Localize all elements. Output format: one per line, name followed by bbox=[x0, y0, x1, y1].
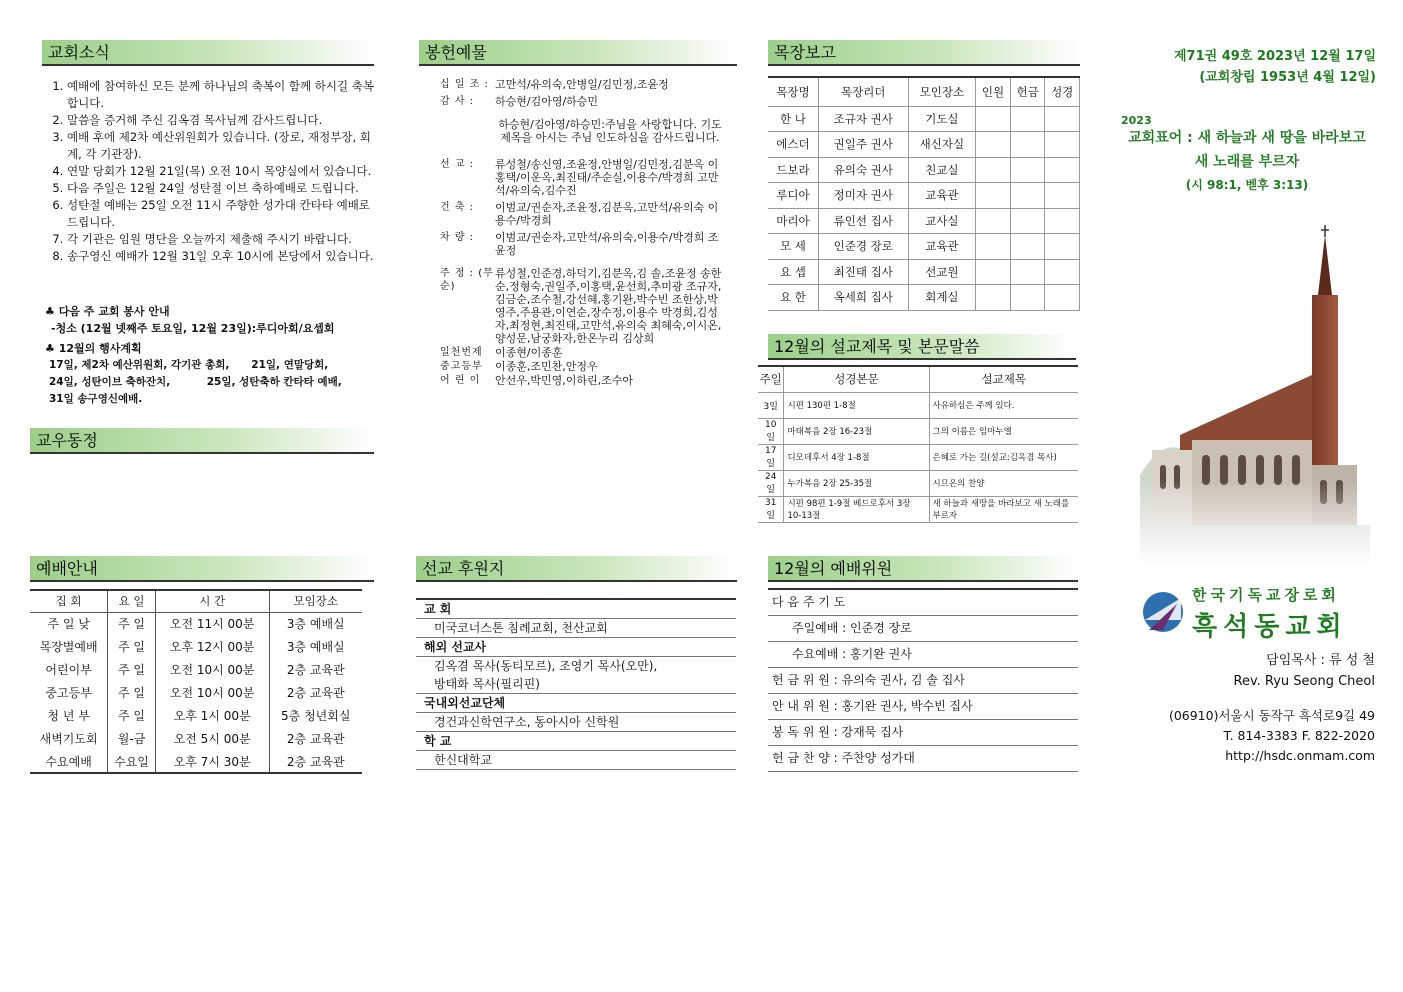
church-news-body bbox=[45, 78, 375, 408]
mission-section-title: 국내외선교단체 bbox=[416, 694, 736, 713]
worship-row bbox=[30, 750, 362, 773]
worship-cell: 중고등부 bbox=[30, 681, 108, 704]
sermon-table bbox=[758, 365, 1078, 523]
motto-block bbox=[1115, 114, 1379, 195]
address: (06910)서울시 동작구 흑석로9길 49 bbox=[1168, 708, 1375, 723]
mokjang-cell: 한 나 bbox=[768, 106, 818, 132]
church-news-header: 교회소식 bbox=[42, 40, 374, 66]
mission-item: 김옥겸 목사(동티모르), 조영기 목사(오만), bbox=[434, 659, 658, 673]
mission-section-title: 학 교 bbox=[416, 732, 736, 751]
member-news-header: 교우동정 bbox=[30, 428, 374, 454]
committee-row: 다 음 주 기 도 bbox=[768, 590, 1078, 616]
mokjang-cell: 권일주 권사 bbox=[818, 132, 908, 158]
worship-cell: 2층 교육관 bbox=[286, 663, 345, 677]
mokjang-cell bbox=[1010, 183, 1045, 209]
sermon-col-header: 성경본문 bbox=[784, 366, 929, 392]
mission-item: 한신대학교 bbox=[416, 751, 736, 770]
worship-row bbox=[30, 727, 362, 750]
worship-cell: 주 일 bbox=[108, 635, 156, 658]
sermon-row bbox=[758, 496, 1078, 522]
worship-row bbox=[30, 612, 362, 635]
worship-cell: 오전 10시 00분 bbox=[155, 658, 269, 681]
offering-row bbox=[440, 118, 725, 144]
sermon-cell: 시므온의 찬양 bbox=[932, 479, 985, 489]
events-lines bbox=[45, 357, 375, 408]
mokjang-cell bbox=[1045, 285, 1080, 311]
worship-cell: 어린이부 bbox=[30, 658, 108, 681]
mokjang-cell: 선교원 bbox=[908, 259, 976, 285]
sermon-row bbox=[758, 444, 1078, 470]
mokjang-cell: 모 세 bbox=[768, 234, 818, 260]
mokjang-cell: 요 셉 bbox=[768, 259, 818, 285]
mokjang-cell: 옥세희 집사 bbox=[818, 285, 908, 311]
mokjang-cell: 마리아 bbox=[768, 208, 818, 234]
mokjang-cell: 조규자 권사 bbox=[818, 106, 908, 132]
offering-names: 류성철,인준경,하덕기,김분옥,김 솔,조윤정 송한순,정형숙,권일주,이홍택,윤선희,추미광 조규자,김금순,조수철,강선혜,홍기완,박수빈 조한상,박영주,주용관,이연순,장수정,이용수 박경희,김성자,최정현,최진태,고만석,유의숙 최혜숙,이시온,양성문,남궁화자,한온누리 김상희 bbox=[495, 267, 722, 345]
worship-cell: 2층 교육관 bbox=[286, 686, 345, 700]
sermon-cell: 마태복음 2장 16-23절 bbox=[784, 418, 929, 444]
worship-cell: 주 일 bbox=[108, 612, 156, 635]
mokjang-cell: 정미자 권사 bbox=[818, 183, 908, 209]
mokjang-cell: 인준경 장로 bbox=[818, 234, 908, 260]
sermon-header: 12월의 설교제목 및 본문말씀 bbox=[768, 334, 1076, 360]
offering-list bbox=[440, 78, 725, 388]
mokjang-cell: 최진태 집사 bbox=[818, 259, 908, 285]
offering-row bbox=[440, 231, 725, 257]
worship-cell: 5층 청년회실 bbox=[281, 709, 351, 723]
worship-row bbox=[30, 635, 362, 658]
mokjang-col-header: 인원 bbox=[976, 77, 1011, 106]
committee-list bbox=[768, 588, 1078, 772]
mokjang-row bbox=[768, 259, 1080, 285]
mokjang-col-header: 성경 bbox=[1045, 77, 1080, 106]
notice-item: 5. 다음 주일은 12월 24일 성탄절 이브 축하예배로 드립니다. bbox=[67, 180, 375, 197]
mokjang-cell: 기도실 bbox=[908, 106, 976, 132]
mokjang-cell bbox=[1045, 132, 1080, 158]
mokjang-cell bbox=[1010, 234, 1045, 260]
motto-line-2: 새 노래를 부르자 bbox=[1194, 154, 1300, 170]
notice-item: 2. 말씀을 증거해 주신 김옥겸 목사님께 감사드립니다. bbox=[67, 112, 375, 129]
sermon-cell: 사유하심은 주께 있다. bbox=[932, 401, 1015, 411]
motto-year: 2023 bbox=[1121, 114, 1152, 127]
offering-label: 일천번제 bbox=[440, 347, 483, 358]
worship-row bbox=[30, 658, 362, 681]
mokjang-cell bbox=[976, 285, 1011, 311]
worship-committee-header: 12월의 예배위원 bbox=[768, 556, 1078, 582]
worship-cell: 오전 5시 00분 bbox=[155, 727, 269, 750]
mokjang-row bbox=[768, 157, 1080, 183]
pastor-info bbox=[1120, 650, 1375, 692]
committee-row: 수요예배 : 홍기완 권사 bbox=[768, 642, 1078, 668]
offering-label: 선 교 : bbox=[440, 159, 475, 170]
sermon-col-header: 주일 bbox=[758, 366, 784, 392]
mokjang-cell bbox=[976, 234, 1011, 260]
worship-cell: 오후 12시 00분 bbox=[155, 635, 269, 658]
worship-cell: 수요예배 bbox=[30, 750, 108, 773]
mokjang-cell: 에스더 bbox=[768, 132, 818, 158]
offering-label: 중고등부 bbox=[440, 361, 483, 372]
offering-label: 감 사 : bbox=[440, 96, 475, 107]
mission-item: 경건과신학연구소, 동아시아 신학원 bbox=[416, 713, 736, 732]
church-building-image bbox=[1140, 225, 1370, 565]
offering-names: 이범교/권순자,고만석/유의숙,이용수/박경희 조윤정 bbox=[495, 231, 719, 257]
mokjang-cell bbox=[976, 132, 1011, 158]
issue-info bbox=[1110, 46, 1376, 88]
sermon-row bbox=[758, 418, 1078, 444]
offering-names: 이종훈,조민찬,안정우 bbox=[495, 360, 598, 373]
motto-ref: (시 98:1, 벧후 3:13) bbox=[1185, 178, 1309, 192]
church-name: 흑석동교회 bbox=[1192, 612, 1348, 642]
worship-cell: 2층 교육관 bbox=[286, 732, 345, 746]
mokjang-cell: 루디아 bbox=[768, 183, 818, 209]
worship-cell: 주 일 bbox=[108, 658, 156, 681]
issue-line: 제71권 49호 2023년 12월 17일 bbox=[1174, 49, 1376, 64]
offering-row bbox=[440, 95, 725, 108]
mission-item: 방태화 목사(필리핀) bbox=[416, 675, 736, 694]
church-logo-icon bbox=[1141, 590, 1185, 634]
notice-item: 4. 연말 당회가 12월 21일(목) 오전 10시 목양실에서 있습니다. bbox=[67, 163, 375, 180]
offering-row bbox=[440, 201, 725, 227]
mission-item: 미국코너스톤 침례교회, 천산교회 bbox=[416, 619, 736, 638]
mokjang-cell: 교육관 bbox=[908, 183, 976, 209]
worship-cell: 새벽기도회 bbox=[30, 727, 108, 750]
sermon-cell: 시편 130편 1-8절 bbox=[784, 392, 929, 418]
mokjang-cell bbox=[976, 259, 1011, 285]
worship-cell: 3층 예배실 bbox=[286, 617, 345, 632]
events-title: ♣ 12월의 행사계획 bbox=[45, 342, 142, 355]
sermon-col-header: 설교제목 bbox=[981, 372, 1026, 387]
offering-names: 고만석/유의숙,안병일/김민정,조윤정 bbox=[495, 78, 669, 91]
worship-cell: 청 년 부 bbox=[30, 704, 108, 727]
offering-row bbox=[440, 346, 725, 359]
mokjang-cell: 새신자실 bbox=[908, 132, 976, 158]
offering-names: 안선우,박민영,이하린,조수아 bbox=[495, 374, 634, 387]
mokjang-cell bbox=[1045, 157, 1080, 183]
notice-item: 6. 성탄절 예배는 25일 오전 11시 주향한 성가대 칸타타 예배로 드립니다. bbox=[67, 197, 375, 231]
offering-header: 봉헌예물 bbox=[419, 40, 737, 66]
mission-header: 선교 후원지 bbox=[416, 556, 737, 582]
sermon-cell: 시편 98편 1-9절 베드로후서 3장 10-13절 bbox=[784, 496, 929, 522]
offering-names: 류성철/송신영,조윤정,안병일/김민정,김분옥 이홍택/이운옥,최진태/주순실,이용수/박경희 고만석/유의숙,김수진 bbox=[495, 158, 719, 197]
worship-col-header: 모임장소 bbox=[293, 594, 338, 609]
sermon-row bbox=[758, 470, 1078, 496]
sermon-cell: 누가복음 2장 25-35절 bbox=[784, 470, 929, 496]
mokjang-cell: 교육관 bbox=[908, 234, 976, 260]
pastor-name-en: Rev. Ryu Seong Cheol bbox=[1233, 674, 1375, 689]
worship-cell: 목장별예배 bbox=[30, 635, 108, 658]
mokjang-cell bbox=[1045, 183, 1080, 209]
worship-cell: 월-금 bbox=[108, 727, 156, 750]
sermon-cell: 10일 bbox=[758, 418, 784, 444]
sermon-cell: 17일 bbox=[758, 444, 784, 470]
mokjang-row bbox=[768, 208, 1080, 234]
website-link[interactable]: http://hsdc.onmam.com bbox=[1225, 748, 1375, 763]
mokjang-cell bbox=[976, 106, 1011, 132]
notice-item: 7. 각 기관은 임원 명단을 오늘까지 제출해 주시기 바랍니다. bbox=[67, 231, 375, 248]
mokjang-row bbox=[768, 234, 1080, 260]
notice-item: 1. 예배에 참여하신 모든 분께 하나님의 축복이 함께 하시길 축복합니다. bbox=[67, 78, 375, 112]
worship-table bbox=[30, 589, 362, 774]
worship-cell: 주 일 bbox=[108, 681, 156, 704]
mokjang-col-header: 모인장소 bbox=[908, 77, 976, 106]
mokjang-cell bbox=[976, 183, 1011, 209]
mokjang-header: 목장보고 bbox=[768, 40, 1080, 66]
offering-label: 어 린 이 bbox=[440, 375, 481, 386]
mokjang-cell bbox=[1010, 259, 1045, 285]
offering-label: 십 일 조 : bbox=[440, 79, 489, 90]
worship-cell: 오후 7시 30분 bbox=[155, 750, 269, 773]
sermon-cell: 새 하늘과 새땅을 바라보고 새 노래를 부르자 bbox=[932, 499, 1070, 521]
mokjang-cell bbox=[1045, 234, 1080, 260]
offering-row bbox=[440, 158, 725, 197]
mokjang-cell: 친교실 bbox=[908, 157, 976, 183]
service-duty-title: ♣ 다음 주 교회 봉사 안내 bbox=[45, 305, 170, 318]
service-duty-text: -청소 (12월 넷째주 토요일, 12월 23일):루디아회/요셉회 bbox=[51, 322, 335, 335]
mokjang-col-header: 목장명 bbox=[768, 77, 818, 106]
mokjang-cell bbox=[1045, 259, 1080, 285]
mokjang-col-header: 목장리더 bbox=[818, 77, 908, 106]
worship-col-header: 요 일 bbox=[108, 590, 156, 612]
offering-names: 하승현/김아영/하승민:주님을 사랑합니다. 기도제목을 아시는 주님 인도하심을 감사드립니다. bbox=[498, 118, 722, 144]
mokjang-cell: 드보라 bbox=[768, 157, 818, 183]
offering-row bbox=[440, 267, 725, 345]
offering-label: 주 정 : (무 순) bbox=[440, 268, 494, 292]
mokjang-cell bbox=[1010, 106, 1045, 132]
sermon-cell: 그의 이름은 임마누엘 bbox=[932, 427, 1012, 437]
mission-section-title: 해외 선교사 bbox=[416, 638, 736, 657]
sermon-cell: 24일 bbox=[758, 470, 784, 496]
motto-line-1: 교회표어 : 새 하늘과 새 땅을 바라보고 bbox=[1128, 130, 1366, 146]
mokjang-col-header: 헌금 bbox=[1010, 77, 1045, 106]
mokjang-cell bbox=[1045, 208, 1080, 234]
mokjang-cell bbox=[1010, 157, 1045, 183]
worship-cell: 오전 11시 00분 bbox=[155, 612, 269, 635]
worship-row bbox=[30, 704, 362, 727]
worship-cell: 3층 예배실 bbox=[286, 640, 345, 654]
event-line: 24일, 성탄이브 축하잔치, 25일, 성탄축하 칸타타 예배, bbox=[49, 376, 342, 388]
offering-label: 차 량 : bbox=[440, 232, 475, 243]
sermon-cell: 은혜로 가는 길(설교:김옥겸 목사) bbox=[932, 453, 1057, 463]
worship-cell: 주 일 bbox=[108, 704, 156, 727]
offering-names: 하승현/김아영/하승민 bbox=[495, 95, 599, 108]
mokjang-cell: 교사실 bbox=[908, 208, 976, 234]
mokjang-cell: 회계실 bbox=[908, 285, 976, 311]
sermon-cell: 디모데후서 4장 1-8절 bbox=[784, 444, 929, 470]
offering-names: 이범교/권순자,조윤정,김분옥,고만석/유의숙 이용수/박경희 bbox=[495, 201, 719, 227]
offering-row bbox=[440, 360, 725, 373]
offering-names: 이종현/이종훈 bbox=[495, 346, 563, 359]
mokjang-row bbox=[768, 183, 1080, 209]
committee-row: 헌 금 찬 양 : 주찬양 성가대 bbox=[768, 746, 1078, 772]
founding-line: (교회창립 1953년 4월 12일) bbox=[1199, 70, 1376, 85]
worship-header: 예배안내 bbox=[30, 556, 374, 582]
mokjang-cell bbox=[976, 208, 1011, 234]
committee-row: 봉 독 위 원 : 강재묵 집사 bbox=[768, 720, 1078, 746]
event-line: 31일 송구영신예배. bbox=[49, 393, 143, 405]
mokjang-cell bbox=[1045, 106, 1080, 132]
mokjang-row bbox=[768, 106, 1080, 132]
offering-label bbox=[440, 118, 495, 144]
mokjang-cell: 유의숙 권사 bbox=[818, 157, 908, 183]
mokjang-row bbox=[768, 285, 1080, 311]
worship-cell: 수요일 bbox=[108, 750, 156, 773]
church-news-list bbox=[45, 78, 375, 265]
mokjang-cell bbox=[976, 157, 1011, 183]
offering-row bbox=[440, 374, 725, 387]
offering-row bbox=[440, 78, 725, 91]
notice-item: 8. 송구영신 예배가 12월 31일 오후 10시에 본당에서 있습니다. bbox=[67, 248, 375, 265]
notice-item: 3. 예배 후에 제2차 예산위원회가 있습니다. (장로, 재정부장, 회계, 각 기관장). bbox=[67, 129, 375, 163]
worship-cell: 주 일 낮 bbox=[30, 612, 108, 635]
mokjang-row bbox=[768, 132, 1080, 158]
sermon-cell: 31일 bbox=[758, 496, 784, 522]
denomination-name: 한국기독교장로회 bbox=[1192, 586, 1340, 604]
mokjang-table bbox=[768, 76, 1080, 311]
worship-cell: 오후 1시 00분 bbox=[155, 704, 269, 727]
phone: T. 814-3383 F. 822-2020 bbox=[1223, 728, 1375, 743]
sermon-row bbox=[758, 392, 1078, 418]
worship-cell: 오전 10시 00분 bbox=[155, 681, 269, 704]
mission-list bbox=[416, 598, 736, 770]
worship-cell: 2층 교육관 bbox=[286, 754, 345, 769]
mission-section-title: 교 회 bbox=[416, 600, 736, 619]
worship-col-header: 시 간 bbox=[155, 590, 269, 612]
mokjang-cell: 류인선 집사 bbox=[818, 208, 908, 234]
mokjang-cell bbox=[1010, 132, 1045, 158]
worship-col-header: 집 회 bbox=[30, 590, 108, 612]
sermon-cell: 3일 bbox=[758, 392, 784, 418]
event-line: 17일, 제2차 예산위원회, 각기관 총회, 21일, 연말당회, bbox=[49, 359, 329, 371]
committee-row: 헌 금 위 원 : 유의숙 권사, 김 솔 집사 bbox=[768, 668, 1078, 694]
mokjang-cell bbox=[1010, 208, 1045, 234]
offering-label: 건 축 : bbox=[440, 202, 475, 213]
mokjang-cell: 요 한 bbox=[768, 285, 818, 311]
contact-info bbox=[1120, 706, 1375, 766]
pastor-name: 담임목사 : 류 성 철 bbox=[1266, 653, 1375, 668]
committee-row: 주일예배 : 인준경 장로 bbox=[768, 616, 1078, 642]
mokjang-cell bbox=[1010, 285, 1045, 311]
committee-row: 안 내 위 원 : 홍기완 권사, 박수빈 집사 bbox=[768, 694, 1078, 720]
worship-row bbox=[30, 681, 362, 704]
